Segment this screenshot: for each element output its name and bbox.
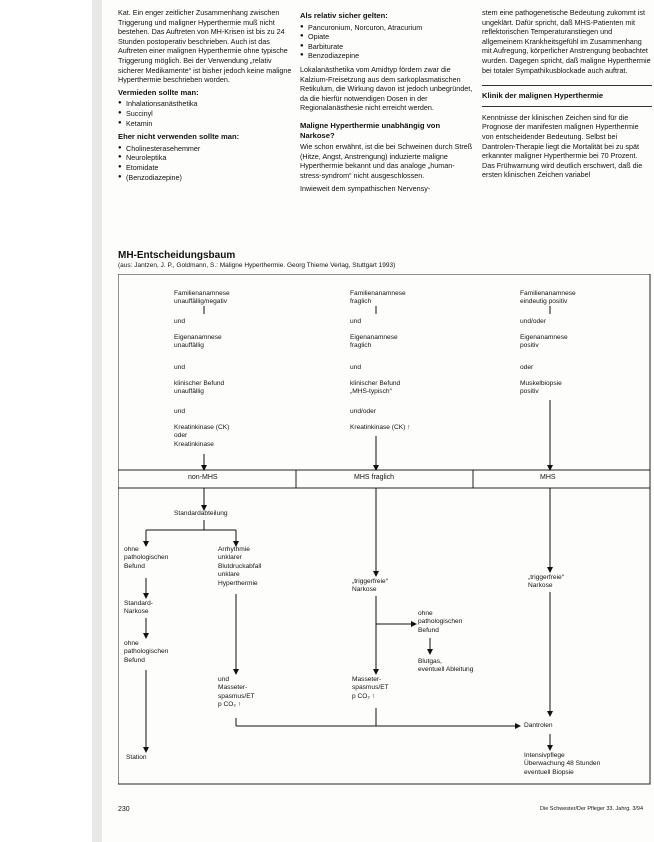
node-ck-erhoeht: Kreatinkinase (CK) ↑ [350, 424, 411, 431]
node-ck-normal: Kreatinkinase (CK) oder Kreatinkinase [174, 424, 230, 448]
node-muskelbiopsie: Muskelbiopsie positiv [520, 380, 562, 396]
decision-tree [118, 274, 654, 786]
diagram-source: (aus: Jantzen, J. P., Goldmann, S.: Maligne Hyperthermie. Georg Thieme Verlag, Stuttgart 1993) [118, 262, 396, 269]
paragraph: Kenntnisse der klinischen Zeichen sind für die Prognose der manifesten malignen Hyperthermie von entscheidender Bedeutung. Selbst bei Dantrolen-Therapie liegt die Mortalität bei zu spät erkannter maligner Hyperthermie bei 70 Prozent. Das Frühwarnung wird deutlich erschwert, daß die ersten klinischen Zeichen variabel [482, 112, 643, 180]
paragraph: Kat. Ein enger zeitlicher Zusammenhang zwischen Triggerung und maligner Hyperthermie muß nicht bestehen. Das Auftreten von MH-Krisen ist bis zu 24 Stunden postoperativ beschrieben. Auch ist das Auftreten einer malignen Hyperthermie ohne typische Triggerung möglich. Bei der Verwendung „relativ sicherer Medikamente“ ist bisher jedoch keine maligne Hyperthermie beschrieben worden. [118, 8, 292, 85]
node-familienanamnese-frag: Familienanamnese fraglich [350, 290, 406, 306]
node-triggerfrei-1: „triggerfreie“ Narkose [352, 578, 388, 594]
list-item: ● Neuroleptika [118, 153, 296, 163]
paragraph: Inwieweit dem sympathischen Nervensy- [300, 183, 431, 193]
text-column-2 [300, 8, 476, 196]
node-und-oder: und/oder [350, 408, 377, 415]
node-und: und [174, 408, 186, 415]
list-item: ● Barbiturate [300, 42, 476, 52]
node-klinisch-unauff: klinischer Befund unauffällig [174, 380, 225, 396]
node-triggerfrei-2: „triggerfreie“ Narkose [528, 574, 564, 590]
list-item: ● Ketamin [118, 119, 296, 129]
list-item: ● Opiate [300, 32, 476, 42]
box-mhs-fraglich: MHS fraglich [354, 474, 395, 481]
node-intensivpflege: Intensivpflege Überwachung 48 Stunden eventuell Biopsie [524, 752, 601, 776]
diagram-title: MH-Entscheidungsbaum [118, 250, 236, 261]
node-ohne-befund-1: ohne pathologischen Befund [124, 546, 169, 570]
node-eigenanamnese-frag: Eigenanamnese fraglich [350, 334, 398, 350]
node-standardabteilung: Standardabteilung [174, 510, 228, 517]
paragraph: stem eine pathogenetische Bedeutung zukommt ist ungeklärt. Dafür spricht, daß MHS-Patienten mit reflektorischen Temperaturanstiegen und allgemeinem Krankheitsgefühl im Zusammenhang mit Aufregung, körperlicher Anstrengung beobachtet wurden. Dagegen spricht, daß maligne Hyperthermie bei totaler Sympathikusblockade auch auftrat. [482, 8, 651, 75]
node-familienanamnese-neg: Familienanamnese unauffällig/negativ [174, 290, 230, 306]
node-und: und [350, 318, 362, 325]
node-arrhythmie: Arrhythmie unklarer Blutdruckabfall unklare Hyperthermie [218, 546, 262, 587]
node-eigenanamnese-pos: Eigenanamnese positiv [520, 334, 568, 350]
paragraph: Lokalanästhetika vom Amidtyp fördern zwar die Kalzium-Freisetzung aus dem sarkoplasmatischen Retikulum, die Wirkung davon ist jedoch unbegründet, da die hierfür notwendigen Dosen in der Regionalanästhesie nicht erreicht werden. [300, 64, 473, 113]
page-margin [0, 0, 100, 842]
list-item: ● Succinyl [118, 109, 296, 119]
heading-avoid: Vermieden sollte man: [118, 87, 199, 97]
node-standard-narkose: Standard- Narkose [124, 600, 153, 616]
heading-not: Eher nicht verwenden sollte man: [118, 132, 240, 142]
journal-footer: Die Schwester/Der Pfleger 33. Jahrg. 3/94 [540, 806, 644, 812]
heading-klinik: Klinik der malignen Hyperthermie [482, 85, 652, 107]
list-item: ● Pancuronium, Norcuron, Atracurium [300, 23, 476, 33]
list-item: ● Benzodiazepine [300, 51, 476, 61]
node-klinisch-mhs: klinischer Befund „MHS-typisch“ [350, 380, 401, 396]
node-blutgas: Blutgas, eventuell Ableitung [418, 658, 474, 674]
node-masseter-1: und Masseter- spasmus/ET p CO₂ ↑ [218, 676, 255, 709]
box-mhs: MHS [540, 474, 556, 481]
node-und: und [174, 318, 186, 325]
node-dantrolen: Dantrolen [524, 722, 553, 729]
node-und: und [174, 364, 186, 371]
node-und: und [350, 364, 362, 371]
text-column-3 [482, 8, 652, 183]
list-item: ● Inhalationsanästhetika [118, 99, 296, 109]
safe-list [300, 23, 476, 61]
heading-safe: Als relativ sicher gelten: [300, 11, 388, 20]
node-familienanamnese-pos: Familienanamnese eindeutig positiv [520, 290, 576, 306]
node-eigenanamnese-unauff: Eigenanamnese unauffällig [174, 334, 222, 350]
node-oder: oder [520, 364, 534, 371]
paragraph: Wie schon erwähnt, ist die bei Schweinen durch Streß (Hitze, Angst, Anstrengung) induzierte maligne Hyperthermie bekannt und das analoge „human-stress-syndrom“ nicht ausgeschlossen. [300, 142, 473, 180]
node-station: Station [126, 754, 147, 761]
not-list [118, 144, 296, 182]
list-item: ● Cholinesterasehemmer [118, 144, 296, 154]
node-und-oder: und/oder [520, 318, 547, 325]
node-ohne-befund-2: ohne pathologischen Befund [124, 640, 169, 664]
avoid-list [118, 99, 296, 128]
heading-narkose: Maligne Hyperthermie unabhängig von Narkose? [300, 120, 441, 140]
node-ohne-befund-3: ohne pathologischen Befund [418, 610, 463, 634]
list-item: ● (Benzodiazepine) [118, 173, 296, 183]
node-masseter-2: Masseter- spasmus/ET p CO₂ ↑ [352, 676, 389, 700]
text-column-1 [118, 8, 296, 186]
page-shadow [92, 0, 102, 842]
page-number: 230 [118, 806, 130, 813]
list-item: ● Etomidate [118, 163, 296, 173]
box-non-mhs: non-MHS [188, 474, 218, 481]
